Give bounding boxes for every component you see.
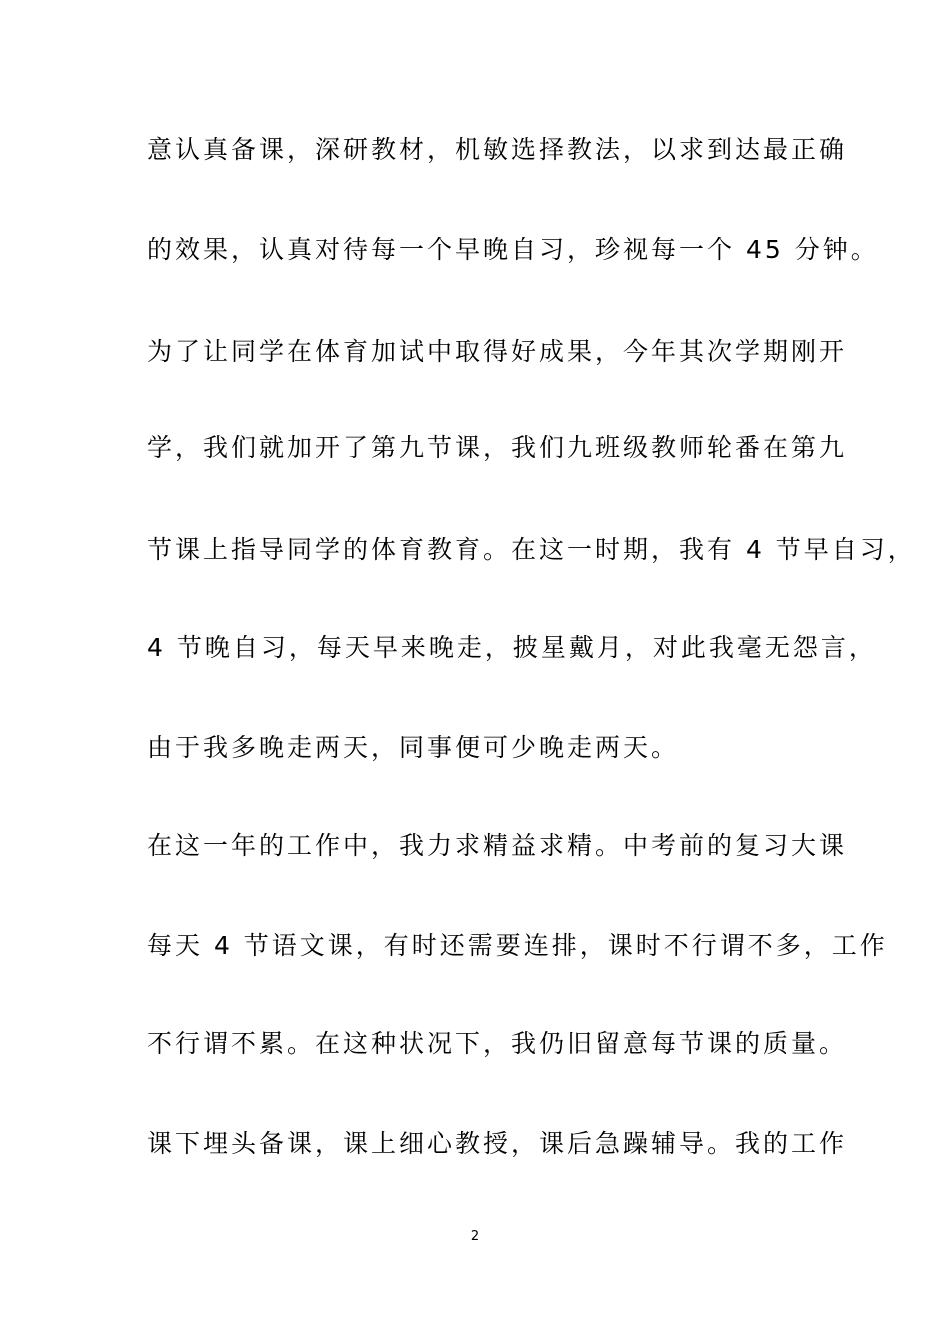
text-line: 课下埋头备课，课上细心教授，课后急躁辅导。我的工作 bbox=[147, 1129, 848, 1158]
text-line: 不行谓不累。在这种状况下，我仍旧留意每节课的质量。 bbox=[147, 1029, 848, 1058]
text-line: 每天 4 节语文课，有时还需要连排，课时不行谓不多，工作 bbox=[147, 931, 888, 960]
text-line: 学，我们就加开了第九节课，我们九班级教师轮番在第九 bbox=[147, 433, 848, 462]
text-line: 为了让同学在体育加试中取得好成果，今年其次学期刚开 bbox=[147, 337, 848, 366]
text-line: 的效果，认真对待每一个早晚自习，珍视每一个 45 分钟。 bbox=[147, 235, 879, 264]
page-number: 2 bbox=[470, 1229, 480, 1244]
text-line: 在这一年的工作中，我力求精益求精。中考前的复习大课 bbox=[147, 831, 848, 860]
text-line: 4 节晚自习，每天早来晚走，披星戴月，对此我毫无怨言， bbox=[147, 633, 877, 662]
text-line: 节课上指导同学的体育教育。在这一时期，我有 4 节早自习， bbox=[147, 535, 916, 564]
text-line: 意认真备课，深研教材，机敏选择教法，以求到达最正确 bbox=[147, 135, 848, 164]
text-line: 由于我多晚走两天，同事便可少晚走两天。 bbox=[147, 733, 680, 762]
